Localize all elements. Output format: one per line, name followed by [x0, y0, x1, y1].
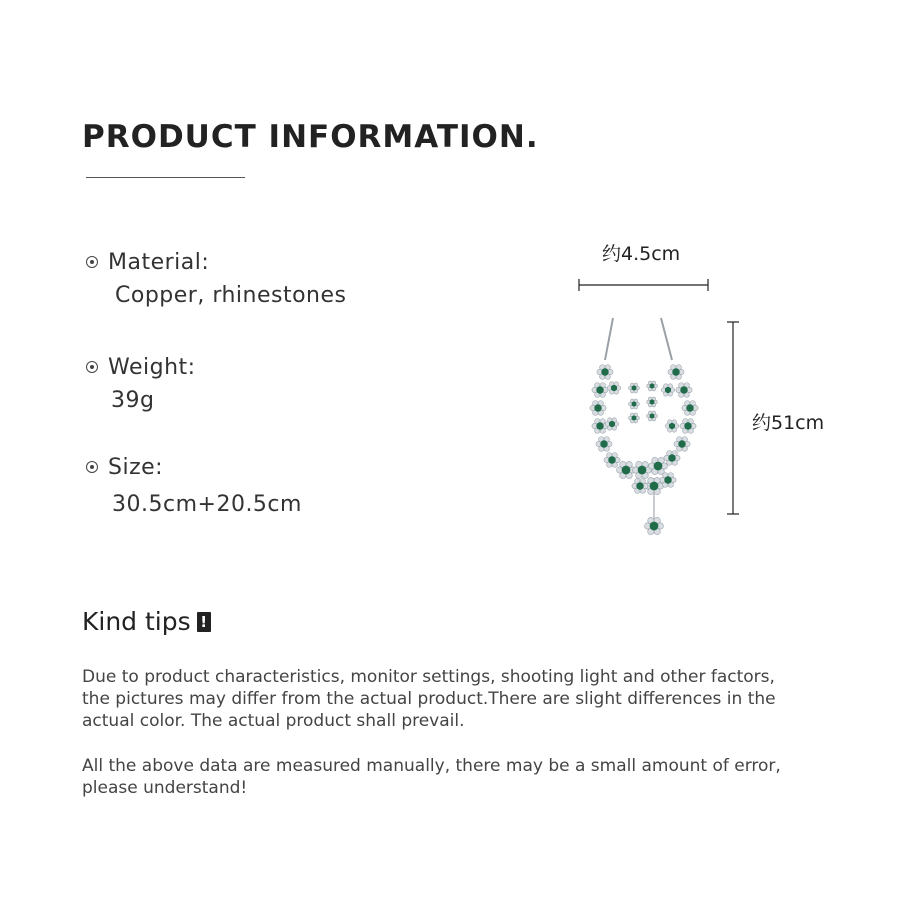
- rhinestone-flower: [597, 365, 613, 380]
- spec-material: [86, 249, 347, 308]
- rhinestone-flower: [604, 453, 620, 468]
- spec-value: 30.5cm+20.5cm: [112, 492, 302, 517]
- rhinestone-flower: [649, 457, 668, 474]
- spec-value: 39g: [111, 388, 155, 413]
- rhinestone-flower: [647, 381, 658, 391]
- rhinestone-flower: [590, 401, 606, 416]
- rhinestone-flower: [647, 397, 658, 407]
- rhinestone-flower: [596, 437, 612, 452]
- rhinestone-flower: [592, 383, 608, 398]
- rhinestone-flower: [674, 437, 690, 452]
- bullet-icon: [86, 461, 98, 473]
- rhinestone-flower: [664, 451, 680, 466]
- spec-label: Size:: [108, 454, 164, 480]
- rhinestone-flower: [607, 382, 621, 394]
- rhinestone-flower: [680, 419, 696, 434]
- width-measure-line: [579, 279, 708, 291]
- rhinestone-flower: [645, 477, 664, 494]
- title-underline: [86, 177, 245, 178]
- rhinestone-flower: [592, 419, 608, 434]
- spec-label: Weight:: [108, 354, 196, 380]
- rhinestone-flower: [617, 461, 636, 478]
- rhinestone-flower: [632, 479, 648, 494]
- rhinestone-flower: [629, 399, 640, 409]
- rhinestone-flower: [645, 517, 664, 534]
- spec-label: Material:: [108, 249, 210, 275]
- height-measure-line: [727, 322, 739, 514]
- bullet-icon: [86, 256, 98, 268]
- width-dimension-label: 约4.5cm: [602, 243, 681, 265]
- rhinestone-flower: [629, 383, 640, 393]
- spec-value: Copper, rhinestones: [115, 283, 347, 308]
- page-title: PRODUCT INFORMATION.: [82, 119, 539, 155]
- kind-tips-heading: [82, 607, 211, 636]
- tips-paragraph: All the above data are measured manually, there may be a small amount of error, please understand!: [82, 756, 781, 798]
- rhinestone-flower: [682, 401, 698, 416]
- kind-tips-title: Kind tips: [82, 607, 191, 636]
- height-dimension-label: 约51cm: [752, 412, 825, 434]
- exclamation-icon: !: [197, 612, 211, 632]
- spec-weight: [86, 354, 196, 413]
- spec-size: [86, 454, 302, 517]
- rhinestone-flower: [633, 461, 652, 478]
- rhinestone-flower: [647, 411, 658, 421]
- bullet-icon: [86, 361, 98, 373]
- rhinestone-flower: [661, 384, 675, 396]
- necklace-image: [590, 318, 698, 535]
- rhinestone-flower: [676, 383, 692, 398]
- rhinestone-flower: [629, 413, 640, 423]
- rhinestone-flower: [668, 365, 684, 380]
- rhinestone-flower: [660, 473, 676, 488]
- rhinestone-flower: [665, 420, 679, 432]
- rhinestone-flower: [605, 418, 619, 430]
- tips-paragraph: Due to product characteristics, monitor settings, shooting light and other factors, the pictures may differ from the actual product.There are slight differences in the actual color. The actual product shall prevail.: [82, 667, 776, 731]
